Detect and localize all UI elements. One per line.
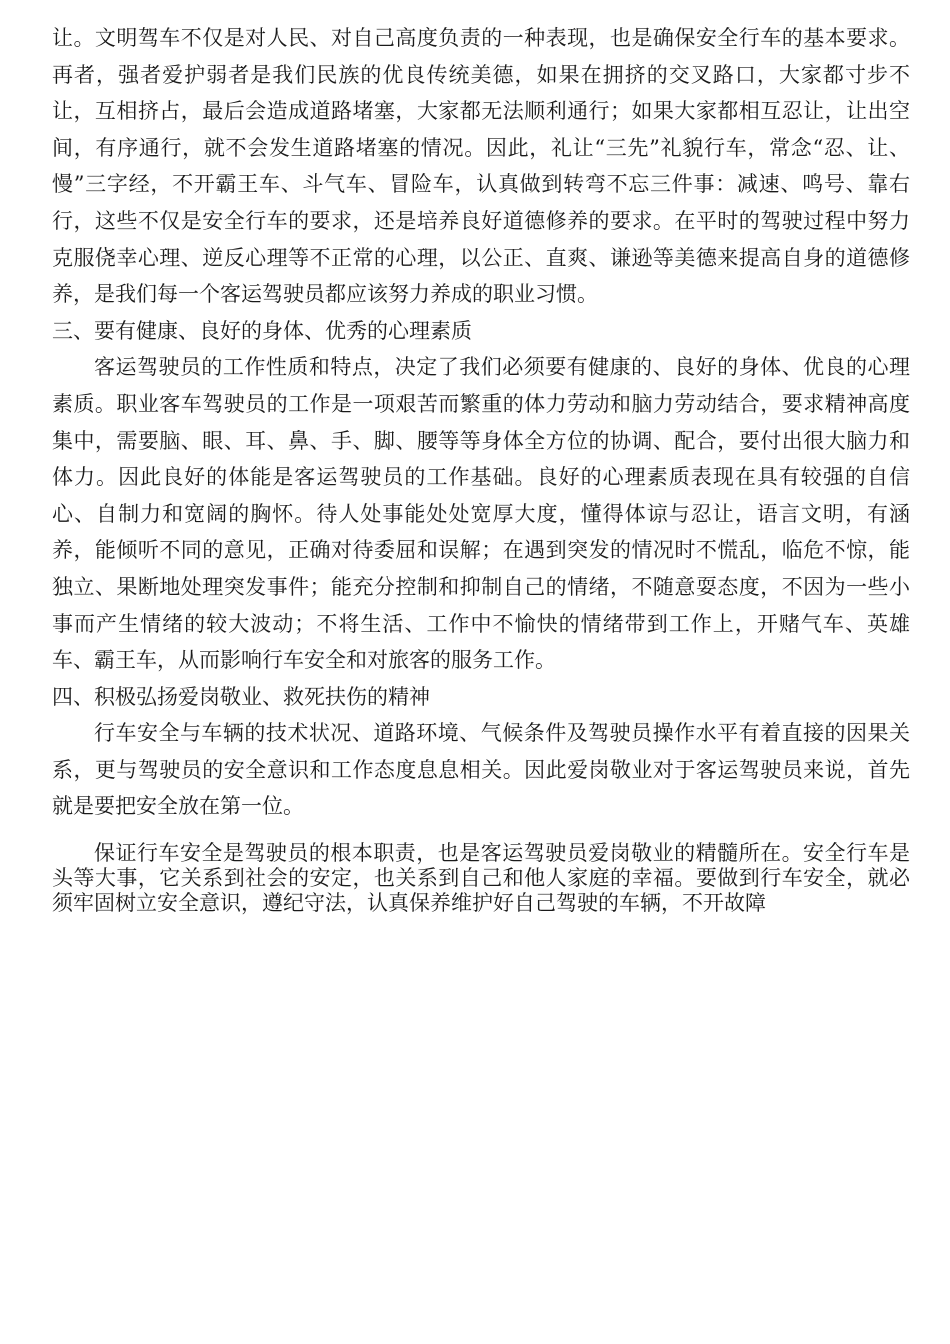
section-heading-4: 四、积极弘扬爱岗敬业、救死扶伤的精神 xyxy=(52,684,430,709)
section-heading-3: 三、要有健康、良好的身体、优秀的心理素质 xyxy=(52,318,472,343)
paragraph-safety-first: 行车安全与车辆的技术状况、道路环境、气候条件及驾驶员操作水平有着直接的因果关系，更与驾驶员的安全意识和工作态度息息相关。因此爱岗敬业对于客运驾驶员来说，首先就是要把安全放在第一位。 xyxy=(52,721,910,819)
document-page xyxy=(52,20,910,916)
paragraph-health-psychology: 客运驾驶员的工作性质和特点，决定了我们必须要有健康的、良好的身体、优良的心理素质。职业客车驾驶员的工作是一项艰苦而繁重的体力劳动和脑力劳动结合，要求精神高度集中，需要脑、眼、耳、鼻、手、脚、腰等等身体全方位的协调、配合，要付出很大脑力和体力。因此良好的体能是客运驾驶员的工作基础。良好的心理素质表现在具有较强的自信心、自制力和宽阔的胸怀。待人处事能处处宽厚大度，懂得体谅与忍让，语言文明，有涵养，能倾听不同的意见，正确对待委屈和误解；在遇到突发的情况时不慌乱，临危不惊，能独立、果断地处理突发事件；能充分控制和抑制自己的情绪，不随意耍态度，不因为一些小事而产生情绪的较大波动；不将生活、工作中不愉快的情绪带到工作上，开赌气车、英雄车、霸王车，从而影响行车安全和对旅客的服务工作。 xyxy=(52,355,910,673)
paragraph-safety-duty: 保证行车安全是驾驶员的根本职责，也是客运驾驶员爱岗敬业的精髓所在。安全行车是头等大事，它关系到社会的安定，也关系到自己和他人家庭的幸福。要做到行车安全，就必须牢固树立安全意识，遵纪守法，认真保养维护好自己驾驶的车辆，不开故障 xyxy=(52,841,910,916)
paragraph-courtesy-driving: 让。文明驾车不仅是对人民、对自己高度负责的一种表现，也是确保安全行车的基本要求。再者，强者爱护弱者是我们民族的优良传统美德，如果在拥挤的交叉路口，大家都寸步不让，互相挤占，最后会造成道路堵塞，大家都无法顺利通行；如果大家都相互忍让，让出空间，有序通行，就不会发生道路堵塞的情况。因此，礼让“三先”礼貌行车，常念“忍、让、慢”三字经，不开霸王车、斗气车、冒险车，认真做到转弯不忘三件事：减速、鸣号、靠右行，这些不仅是安全行车的要求，还是培养良好道德修养的要求。在平时的驾驶过程中努力克服侥幸心理、逆反心理等不正常的心理，以公正、直爽、谦逊等美德来提高自身的道德修养，是我们每一个客运驾驶员都应该努力养成的职业习惯。 xyxy=(52,26,910,307)
